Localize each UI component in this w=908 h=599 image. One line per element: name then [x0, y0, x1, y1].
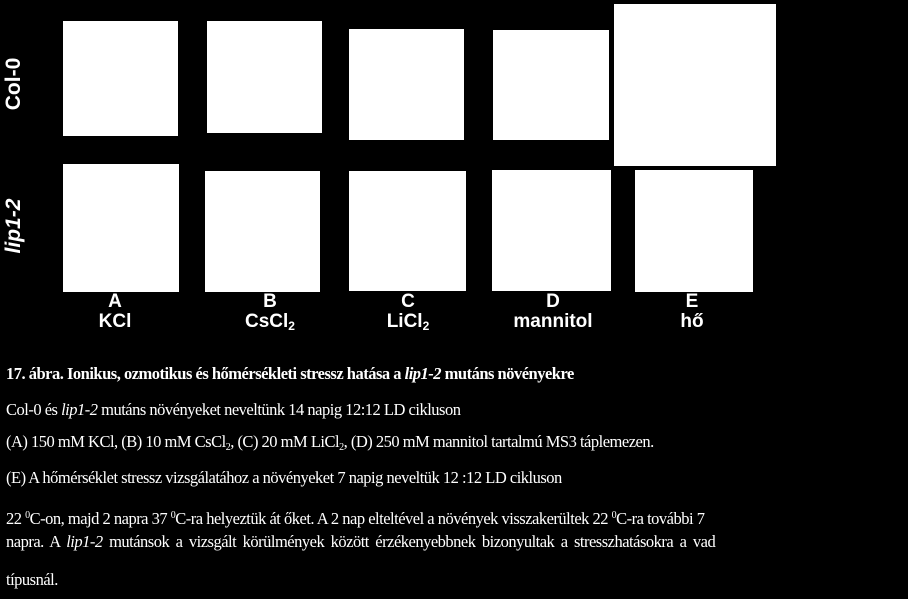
row-label-col0: Col-0 — [2, 57, 25, 111]
panel-lip-c — [349, 171, 466, 291]
column-label-e: E hő — [680, 291, 704, 332]
column-label-b: B CsCl$_2$ — [245, 291, 295, 333]
panel-lip-e — [635, 170, 753, 292]
caption-line-3: (A) 150 mM KCl, (B) 10 mM CsCl$_2$, (C) 20 mM LiCl$_2$, (D) 250 mM mannitol tartalmú MS3 táplemezen. — [6, 432, 654, 453]
row-label-lip1-2: lip1-2 — [2, 198, 25, 254]
column-label-c: C LiCl$_2$ — [386, 291, 430, 333]
caption-line-7: típusnál. — [6, 570, 58, 589]
panel-lip-b — [205, 171, 320, 292]
panel-col0-d — [493, 30, 609, 140]
panel-col0-c — [349, 29, 464, 140]
caption-line-2: Col-0 és lip1-2 mutáns növényeket neveltünk 14 napig 12:12 LD cikluson — [6, 400, 461, 419]
panel-col0-b — [207, 21, 322, 133]
panel-lip-a — [63, 164, 179, 292]
caption-title: 17. ábra. Ionikus, ozmotikus és hőmérsékleti stressz hatása a lip1-2 mutáns növényekre — [6, 364, 574, 383]
panel-col0-e — [614, 4, 776, 166]
caption-line-5: 22 $^0$C-on, majd 2 napra 37 $^0$C-ra helyeztük át őket. A 2 nap elteltével a növények visszakerültek 22 $^0$C-ra további 7 — [6, 509, 705, 528]
column-label-a: A KCl — [98, 291, 132, 332]
panel-lip-d — [492, 170, 611, 291]
caption-line-6: napra. A lip1-2 mutánsok a vizsgált körülmények között érzékenyebbnek bizonyultak a stresszhatásokra a vad — [6, 532, 716, 551]
panel-col0-a — [63, 21, 178, 136]
column-label-d: D mannitol — [513, 291, 593, 332]
caption-line-4: (E) A hőmérséklet stressz vizsgálatához a növényeket 7 napig neveltük 12 :12 LD cikluson — [6, 468, 562, 487]
